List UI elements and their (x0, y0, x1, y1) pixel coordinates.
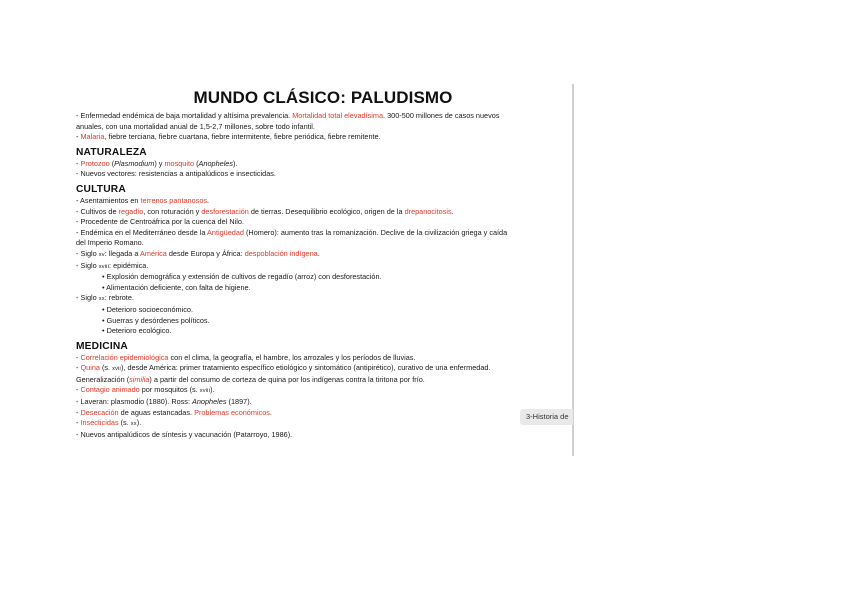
highlight-text: América (140, 248, 167, 258)
text: de aguas estancadas. (118, 407, 195, 417)
highlight-text: Correlación epidemiológica (80, 352, 169, 362)
highlight-text: Mortalidad total elevadísima (292, 111, 384, 120)
text: : epidémica. (109, 260, 149, 270)
text: ). (210, 385, 215, 395)
text: . (269, 407, 272, 417)
italic-text: Plasmodium (114, 158, 155, 168)
century-numeral: xvii (112, 366, 122, 373)
page-divider (572, 84, 574, 456)
text: - (76, 363, 81, 373)
text: Generalización ( (76, 374, 130, 384)
highlight-text: Malaria (80, 132, 105, 142)
medicina-line-8: - Nuevos antipalúdicos de síntesis y vacunación (Patarroyo, 1986). (76, 429, 293, 439)
highlight-text: Quina (80, 363, 100, 373)
text: de tierras. Desequilibrio ecológico, origen de la (248, 206, 405, 216)
text: - (76, 385, 81, 395)
highlight-text: Protozoo (80, 158, 110, 168)
highlight-text: similia (129, 374, 150, 384)
text: (s. (118, 418, 131, 428)
text: ) a partir del consumo de corteza de quina por los indígenas contra la tiritona por frío. (149, 374, 425, 384)
cultura-line-4 (76, 228, 570, 239)
text: (1897). (226, 397, 252, 407)
text: ). (233, 158, 238, 168)
text: - Cultivos de (76, 206, 119, 216)
century-numeral: xv (98, 251, 105, 258)
italic-text: Anopheles (198, 158, 234, 168)
text: - Enfermedad endémica de baja mortalidad y altísima prevalencia. (76, 111, 293, 120)
medicina-line-5 (76, 397, 570, 408)
medicina-line-3 (76, 375, 570, 386)
page-title: MUNDO CLÁSICO: PALUDISMO (193, 88, 453, 107)
italic-text: Anopheles (192, 397, 227, 407)
text: - (76, 132, 81, 142)
medicina-line-6 (76, 408, 570, 419)
text: ( (194, 158, 199, 168)
medicina-line-4 (76, 385, 570, 397)
text: . (317, 248, 320, 258)
text: - Siglo (76, 248, 99, 258)
bullet-item: • Deterioro socioeconómico. (102, 304, 193, 314)
highlight-text: drepanocitosis (404, 206, 452, 216)
cultura-line-1 (76, 196, 570, 207)
highlight-text: Contagio animado (80, 385, 140, 395)
highlight-text: Antigüedad (207, 227, 244, 237)
text: - Asentamientos en (76, 195, 141, 205)
century-numeral: xx (130, 421, 137, 428)
highlight-text: Desecación (80, 407, 119, 417)
text: - (76, 352, 81, 362)
century-numeral: xviii (199, 388, 211, 395)
text: - (76, 418, 81, 428)
text: , con roturación y (143, 206, 202, 216)
intro-line-3 (76, 132, 570, 143)
cultura-line-2 (76, 207, 570, 218)
text: (Homero): aumento tras la romanización. Declive de la civilización griega y caída (243, 227, 508, 237)
text: ) y (154, 158, 165, 168)
text: : llegada a (104, 248, 141, 258)
highlight-text: Insecticidas (80, 418, 119, 428)
text: con el clima, la geografía, el hambre, los arrozales y los períodos de lluvias. (168, 352, 416, 362)
text: - Siglo (76, 293, 99, 303)
text: : rebrote. (104, 293, 134, 303)
bullet-item: • Explosión demográfica y extensión de cultivos de regadío (arroz) con desforestación. (102, 272, 382, 282)
text: - Endémica en el Mediterráneo desde la (76, 227, 208, 237)
text: ), desde América: primer tratamiento específico etiológico y sintomático (antipirético), curativo de una enfermedad. (121, 363, 491, 373)
section-heading-cultura: CULTURA (76, 183, 126, 195)
text: , fiebre terciana, fiebre cuartana, fiebre intermitente, fiebre periódica, fiebre remitente. (104, 132, 381, 142)
highlight-text: terrenos pantanosos (140, 195, 208, 205)
highlight-text: mosquito (164, 158, 195, 168)
text: por mosquitos (s. (139, 385, 200, 395)
text: . 300-500 millones de casos nuevos (383, 111, 500, 120)
century-numeral: xviii (98, 263, 110, 270)
cultura-line-3: - Procedente de Centroáfrica por la cuenca del Nilo. (76, 217, 244, 227)
cultura-line-7 (76, 261, 570, 273)
cultura-line-6 (76, 249, 570, 261)
slide-content (76, 88, 570, 440)
medicina-line-1 (76, 353, 570, 364)
cultura-line-5: del Imperio Romano. (76, 238, 144, 248)
bullet-item: • Deterioro ecológico. (102, 326, 172, 336)
text: - Siglo (76, 260, 99, 270)
highlight-text: Problemas económicos (194, 407, 270, 417)
medicina-line-2 (76, 363, 570, 375)
section-heading-naturaleza: NATURALEZA (76, 146, 147, 158)
text: . (451, 206, 454, 216)
text: - (76, 407, 81, 417)
naturaleza-line-2: - Nuevos vectores: resistencias a antipalúdicos e insecticidas. (76, 169, 276, 179)
text: ). (136, 418, 142, 428)
cultura-line-8 (76, 293, 570, 305)
bullet-item: • Alimentación deficiente, con falta de higiene. (102, 282, 251, 292)
text: - (76, 158, 81, 168)
section-heading-medicina: MEDICINA (76, 340, 128, 352)
highlight-text: desforestación (201, 206, 249, 216)
text: ( (109, 158, 115, 168)
intro-line-2: anuales, con una mortalidad anual de 1,5-2,7 millones, sobre todo infantil. (76, 121, 315, 131)
highlight-text: despoblación indígena (244, 248, 318, 258)
medicina-line-7 (76, 418, 570, 430)
text: desde Europa y África: (166, 248, 245, 258)
text: (s. (99, 363, 113, 373)
intro-line-1 (76, 111, 570, 122)
naturaleza-line-1 (76, 159, 570, 170)
side-tab[interactable]: 3-Historia de (520, 409, 573, 425)
bullet-item: • Guerras y desórdenes políticos. (102, 315, 210, 325)
text: . (207, 195, 210, 205)
century-numeral: xx (98, 296, 105, 303)
highlight-text: regadío (118, 206, 144, 216)
text: - Laveran: plasmodio (1880). Ross: (76, 397, 192, 407)
